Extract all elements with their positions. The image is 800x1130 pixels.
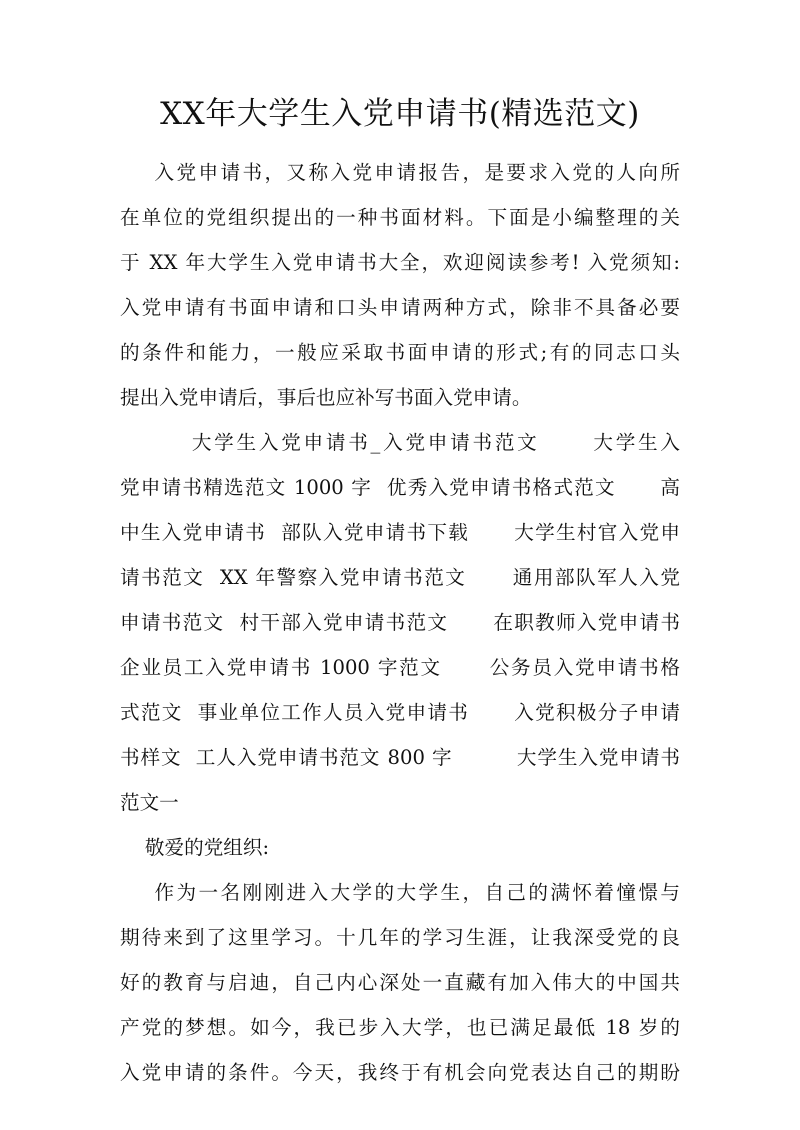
paragraph-line: 入党申请有书面申请和口头申请两种方式，除非不具备必要	[120, 296, 680, 319]
paragraph-line: 的条件和能力，一般应采取书面申请的形式;有的同志口头	[120, 341, 680, 364]
paragraph-line: 中生入党申请书 部队入党申请书下载 大学生村官入党申	[120, 521, 680, 544]
paragraph-line: 作为一名刚刚进入大学的大学生，自己的满怀着憧憬与	[120, 881, 680, 904]
paragraph-line: 期待来到了这里学习。十几年的学习生涯，让我深受党的良	[120, 926, 680, 949]
paragraph-line: 入党申请书，又称入党申请报告，是要求入党的人向所	[120, 161, 680, 184]
paragraph-line: 企业员工入党申请书 1000 字范文 公务员入党申请书格	[120, 656, 680, 679]
paragraph-line: 好的教育与启迪，自己内心深处一直藏有加入伟大的中国共	[120, 971, 680, 994]
paragraph-line: 产党的梦想。如今，我已步入大学，也已满足最低 18 岁的	[120, 1016, 680, 1039]
document-title: XX年大学生入党申请书(精选范文)	[160, 96, 640, 132]
paragraph-line: 式范文 事业单位工作人员入党申请书 入党积极分子申请	[120, 701, 680, 724]
paragraph-line: 申请书范文 村干部入党申请书范文 在职教师入党申请书	[120, 611, 680, 634]
paragraph-line: 大学生入党申请书_入党申请书范文 大学生入	[120, 431, 680, 454]
document-body	[120, 150, 680, 1095]
paragraph-line: 范文一	[120, 791, 179, 814]
paragraph-line: 提出入党申请后，事后也应补写书面入党申请。	[120, 386, 532, 409]
paragraph-line: 请书范文 XX 年警察入党申请书范文 通用部队军人入党	[120, 566, 680, 589]
salutation-line: 敬爱的党组织:	[120, 836, 270, 859]
paragraph-line: 书样文 工人入党申请书范文 800 字 大学生入党申请书	[120, 746, 680, 769]
paragraph-line: 在单位的党组织提出的一种书面材料。下面是小编整理的关	[120, 206, 680, 229]
paragraph-line: 于 XX 年大学生入党申请书大全，欢迎阅读参考! 入党须知:	[120, 251, 680, 274]
paragraph-line: 党申请书精选范文 1000 字 优秀入党申请书格式范文 高	[120, 476, 680, 499]
paragraph-line: 入党申请的条件。今天，我终于有机会向党表达自己的期盼	[120, 1061, 680, 1084]
